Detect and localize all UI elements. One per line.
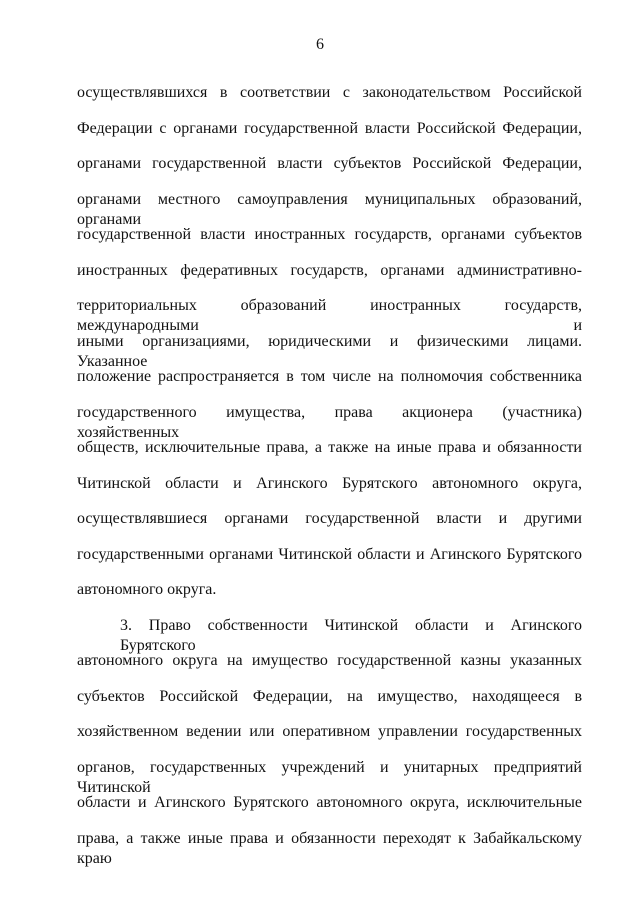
text-line: иностранных федеративных государств, органами административно- xyxy=(77,262,582,279)
text-line: Читинской области и Агинского Бурятского автономного округа, xyxy=(77,475,582,492)
text-line-last: автономного округа. xyxy=(77,581,217,598)
text-line: положение распространяется в том числе на полномочия собственника xyxy=(77,368,582,385)
text-line: государственной власти иностранных государств, органами субъектов xyxy=(77,226,582,243)
text-line: иными организациями, юридическими и физическими лицами. Указанное xyxy=(77,333,582,370)
text-line: осуществлявшихся в соответствии с законодательством Российской xyxy=(77,84,582,101)
text-line: автономного округа на имущество государственной казны указанных xyxy=(77,652,582,669)
text-line: осуществлявшиеся органами государственной власти и другими xyxy=(77,510,582,527)
text-line: органами государственной власти субъектов Российской Федерации, xyxy=(77,155,582,172)
text-line: органов, государственных учреждений и унитарных предприятий Читинской xyxy=(77,759,582,796)
text-line: территориальных образований иностранных государств, международными и xyxy=(77,297,582,334)
text-line: органами местного самоуправления муниципальных образований, органами xyxy=(77,191,582,228)
text-line-first: 3. Право собственности Читинской области и Агинского Бурятского xyxy=(120,617,582,654)
page-number: 6 xyxy=(316,36,324,53)
text-line: субъектов Российской Федерации, на имущество, находящееся в xyxy=(77,688,582,705)
text-line: государственными органами Читинской области и Агинского Бурятского xyxy=(77,546,582,563)
text-line: области и Агинского Бурятского автономного округа, исключительные xyxy=(77,794,582,811)
text-line: хозяйственном ведении или оперативном управлении государственных xyxy=(77,723,582,740)
text-line: права, а также иные права и обязанности переходят к Забайкальскому краю xyxy=(77,830,582,867)
text-line: Федерации с органами государственной власти Российской Федерации, xyxy=(77,120,582,137)
text-line: обществ, исключительные права, а также на иные права и обязанности xyxy=(77,439,582,456)
text-line: государственного имущества, права акционера (участника) хозяйственных xyxy=(77,404,582,441)
